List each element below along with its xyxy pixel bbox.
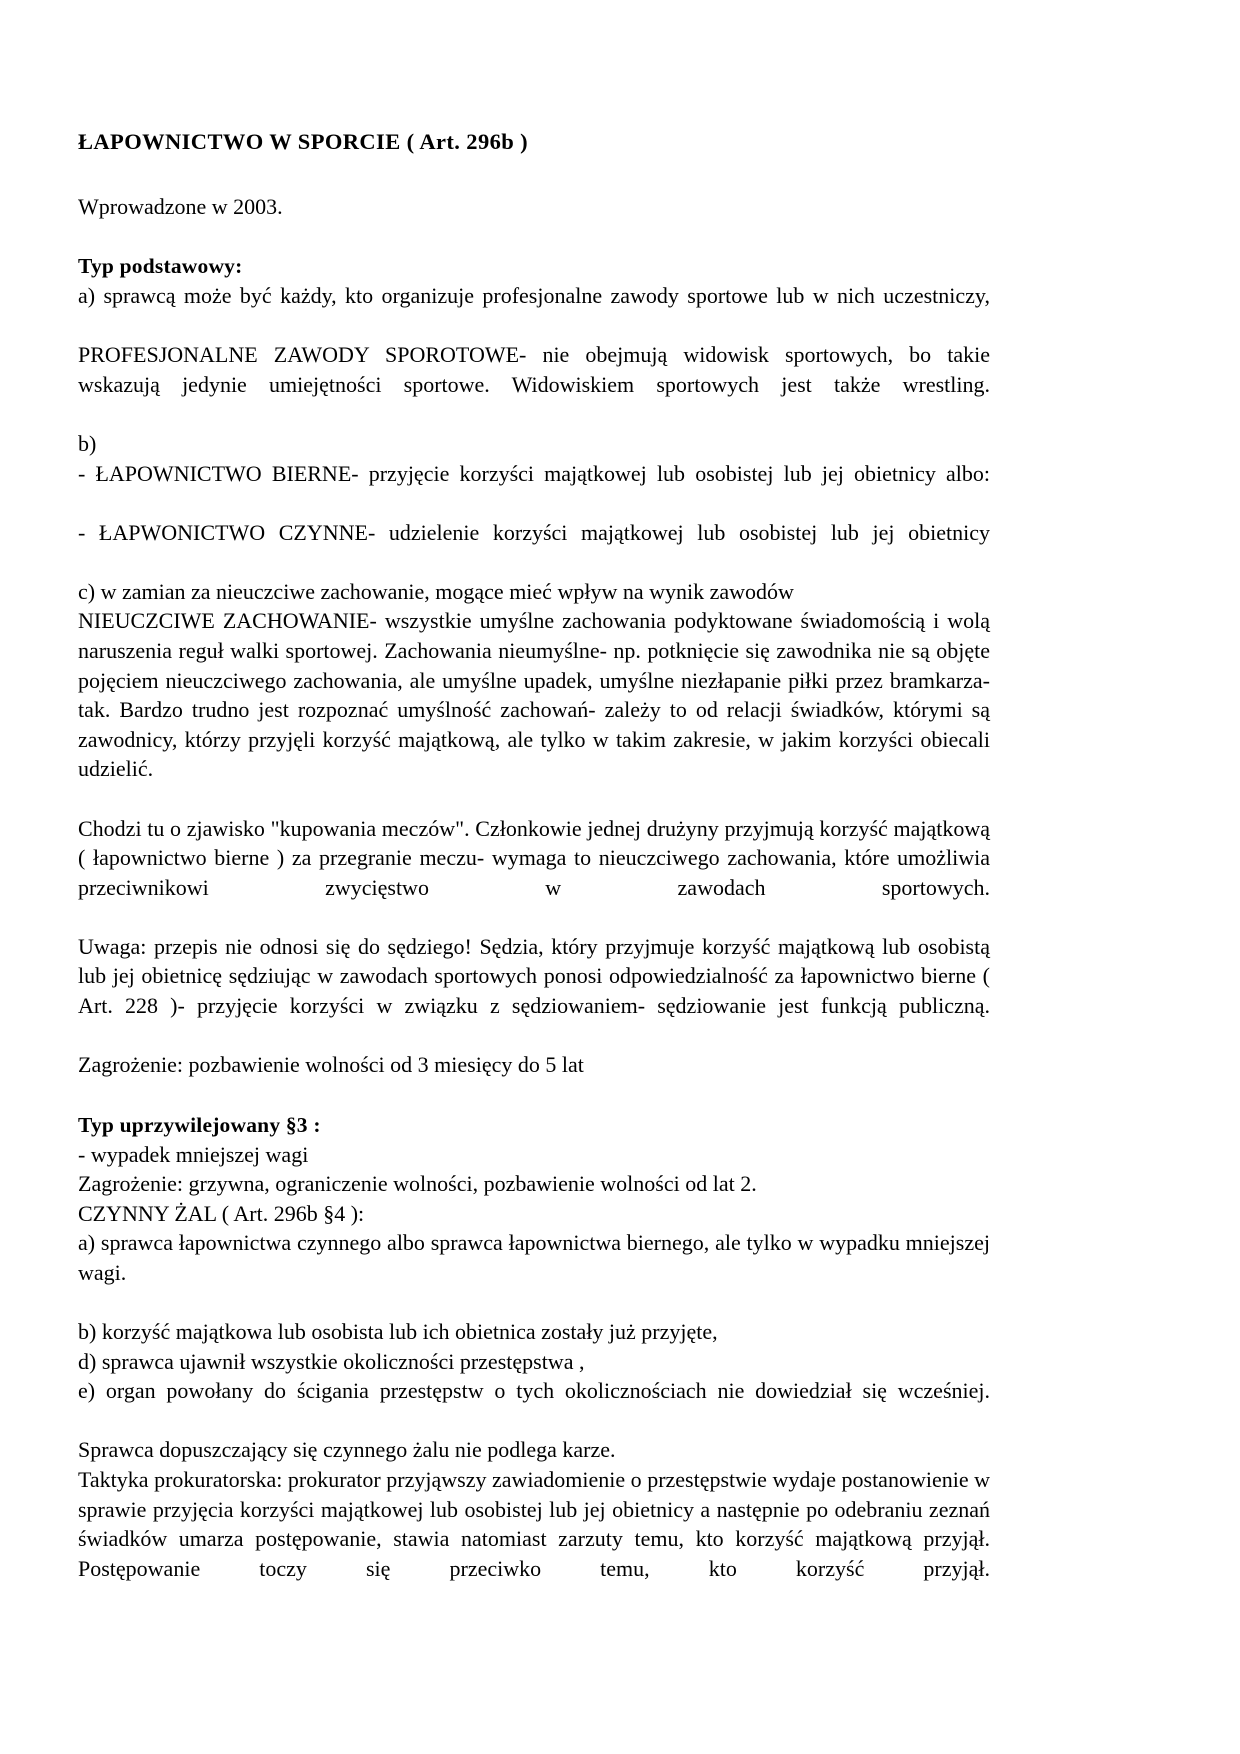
intro-line: Wprowadzone w 2003.: [78, 194, 283, 220]
section-heading-privileged-type: Typ uprzywilejowany §3 :: [78, 1112, 321, 1137]
paragraph: b) korzyść majątkowa lub osobista lub ich obietnica zostały już przyjęte,: [78, 1319, 718, 1345]
paragraph: PROFESJONALNE ZAWODY SPOROTOWE- nie obejmują widowisk sportowych, bo takie wskazują jedynie umiejętności sportowe. Widowiskiem sportowych jest także wrestling.: [78, 342, 990, 397]
paragraph: Uwaga: przepis nie odnosi się do sędziego! Sędzia, który przyjmuje korzyść majątkową lub osobistą lub jej obietnicę sędziując w zawodach sportowych ponosi odpowiedzialność za łapownictwo bierne ( Art. 228 )- przyjęcie korzyści w związku z sędziowaniem- sędziowanie jest funkcją publiczną.: [78, 933, 990, 1018]
paragraph: b): [78, 430, 97, 456]
paragraph: - ŁAPOWNICTWO BIERNE- przyjęcie korzyści majątkowej lub osobistej lub jej obietnicy albo:: [78, 460, 990, 486]
paragraph: e) organ powołany do ścigania przestępstw o tych okolicznościach nie dowiedział się wcześniej.: [78, 1378, 990, 1404]
paragraph: NIEUCZCIWE ZACHOWANIE- wszystkie umyślne zachowania podyktowane świadomością i wolą naruszenia reguł walki sportowej. Zachowania nieumyślne- np. potknięcie się zawodnika nie są objęte pojęciem nieuczciwego zachowania, ale umyślne upadek, umyślne niezłapanie piłki przez bramkarza- tak. Bardzo trudno jest rozpoznać umyślność zachowań- zależy to od relacji świadków, którymi są zawodnicy, którzy przyjęli korzyść majątkową, ale tylko w takim zakresie, w jakim korzyści obiecali udzielić.: [78, 608, 990, 782]
paragraph: Zagrożenie: pozbawienie wolności od 3 miesięcy do 5 lat: [78, 1052, 584, 1078]
section-heading-basic-type: Typ podstawowy:: [78, 254, 243, 279]
document-content: [78, 128, 990, 1613]
paragraph: CZYNNY ŻAL ( Art. 296b §4 ):: [78, 1200, 365, 1226]
paragraph: Zagrożenie: grzywna, ograniczenie wolności, pozbawienie wolności od lat 2.: [78, 1171, 757, 1197]
paragraph: Sprawca dopuszczający się czynnego żalu nie podlega karze.: [78, 1437, 616, 1463]
paragraph: - ŁAPWONICTWO CZYNNE- udzielenie korzyści majątkowej lub osobistej lub jej obietnicy: [78, 519, 990, 545]
paragraph: d) sprawca ujawnił wszystkie okoliczności przestępstwa ,: [78, 1348, 585, 1374]
section-body-privileged-type: [78, 1140, 990, 1613]
paragraph: c) w zamian za nieuczciwe zachowanie, mogące mieć wpływ na wynik zawodów: [78, 578, 794, 604]
paragraph: a) sprawcą może być każdy, kto organizuje profesjonalne zawody sportowe lub w nich uczestniczy,: [78, 283, 990, 309]
paragraph: a) sprawca łapownictwa czynnego albo sprawca łapownictwa biernego, ale tylko w wypadku mniejszej wagi.: [78, 1230, 990, 1285]
page-title: ŁAPOWNICTWO W SPORCIE ( Art. 296b ): [78, 129, 529, 154]
paragraph: Chodzi tu o zjawisko "kupowania meczów". Członkowie jednej drużyny przyjmują korzyść majątkową ( łapownictwo bierne ) za przegranie meczu- wymaga to nieuczciwego zachowania, które umożliwia przeciwnikowi zwycięstwo w zawodach sportowych.: [78, 815, 990, 900]
paragraph: Taktyka prokuratorska: prokurator przyjąwszy zawiadomienie o przestępstwie wydaje postanowienie w sprawie przyjęcia korzyści majątkowej lub osobistej lub jej obietnicy a następnie po odebraniu zeznań świadków umarza postępowanie, stawia natomiast zarzuty temu, kto korzyść majątkową przyjął. Postępowanie toczy się przeciwko temu, kto korzyść przyjął.: [78, 1467, 990, 1581]
section-body-basic-type: [78, 281, 990, 1080]
paragraph: - wypadek mniejszej wagi: [78, 1141, 309, 1167]
